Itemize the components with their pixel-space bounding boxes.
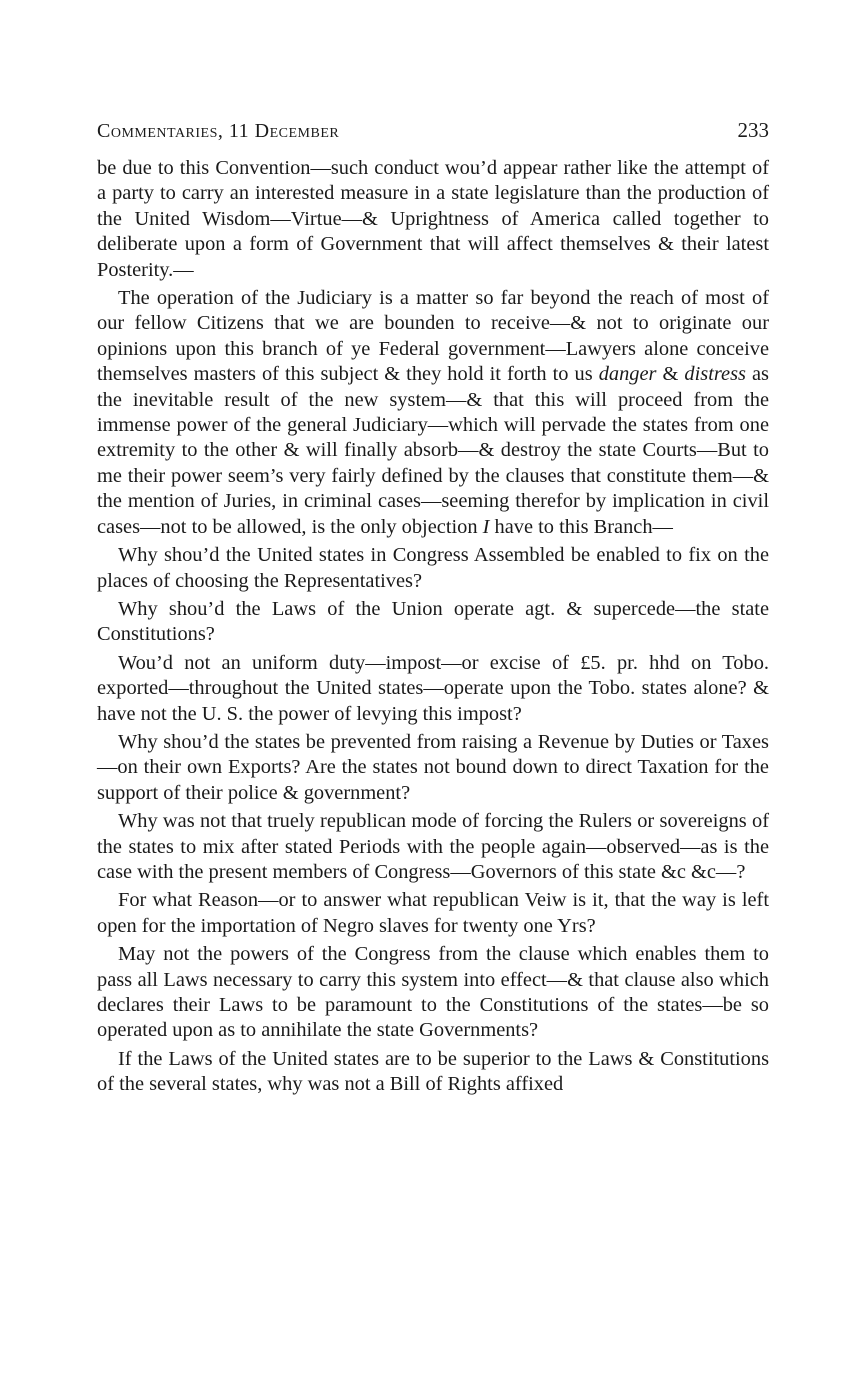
paragraph-judiciary-text-c: as the inevitable result of the new system—& that this will proceed from the immense power of the general Judiciary—which will pervade the states from one extremity to the other & will finally absorb—& destroy the state Courts—But to me their power seem’s very fairly defined by the clauses that constitute them—& the mention of Juries, in criminal cases—seeming therefor by implication in civil cases—not to be allowed, is the only objection — [97, 363, 769, 538]
running-head — [97, 118, 769, 150]
body-text — [97, 156, 769, 1098]
paragraph-question-slave-importation: For what Reason—or to answer what republican Veiw is it, that the way is left open for the importation of Negro slaves for twenty one Yrs? — [97, 889, 769, 937]
paragraph-question-laws-union: Why shou’d the Laws of the Union operate agt. & supercede—the state Constitutions? — [97, 597, 769, 646]
page-number: 233 — [737, 118, 769, 142]
paragraph-continuation: be due to this Convention—such conduct wou’d appear rather like the attempt of a party to carry an interested measure in a state legislature than the production of the United Wisdom—Virtue—& Uprightness of America called together to deliberate upon a form of Government that will affect themselves & their latest Posterity.— — [97, 157, 769, 281]
paragraph-judiciary-text-a: The operation of the Judiciary is a matter so far beyond the reach of most of our fellow Citizens that we are bounden to receive—& not to originate our opinions upon this branch of ye Federal government—Lawyers alone conceive themselves masters of this subject & they hold it forth to us — [97, 287, 769, 386]
paragraph-question-representatives: Why shou’d the United states in Congress Assembled be enabled to fix on the places of choosing the Representatives? — [97, 544, 769, 592]
emphasis-i: I — [482, 515, 490, 538]
emphasis-distress: distress — [684, 363, 746, 386]
paragraph-judiciary-text-d: have to this Branch— — [489, 515, 673, 538]
book-page — [97, 118, 769, 1098]
paragraph-question-exports: Why shou’d the states be prevented from raising a Revenue by Duties or Taxes—on their own Exports? Are the states not bound down to direct Taxation for the support of their police & government? — [97, 730, 769, 804]
paragraph-judiciary — [97, 286, 769, 540]
paragraph-question-congress-powers: May not the powers of the Congress from the clause which enables them to pass all Laws necessary to carry this system into effect—& that clause also which declares their Laws to be paramount to the Constitutions of the states—be so operated upon as to annihilate the state Governments? — [97, 943, 769, 1042]
running-title: Commentaries, 11 December — [97, 120, 340, 142]
paragraph-question-rotation: Why was not that truely republican mode of forcing the Rulers or sovereigns of the states to mix after stated Periods with the people again—observed—as is the case with the present members of Congress—Governors of this state &c &c—? — [97, 810, 769, 883]
emphasis-danger: danger — [598, 363, 657, 386]
paragraph-question-bill-of-rights: If the Laws of the United states are to be superior to the Laws & Constitutions of the several states, why was not a Bill of Rights affixed — [97, 1047, 769, 1096]
paragraph-question-tobacco-duty: Wou’d not an uniform duty—impost—or excise of £5. pr. hhd on Tobo. exported—throughout the United states—operate upon the Tobo. states alone? & have not the U. S. the power of levying this impost? — [97, 651, 769, 725]
paragraph-judiciary-text-b: & — [656, 363, 685, 386]
